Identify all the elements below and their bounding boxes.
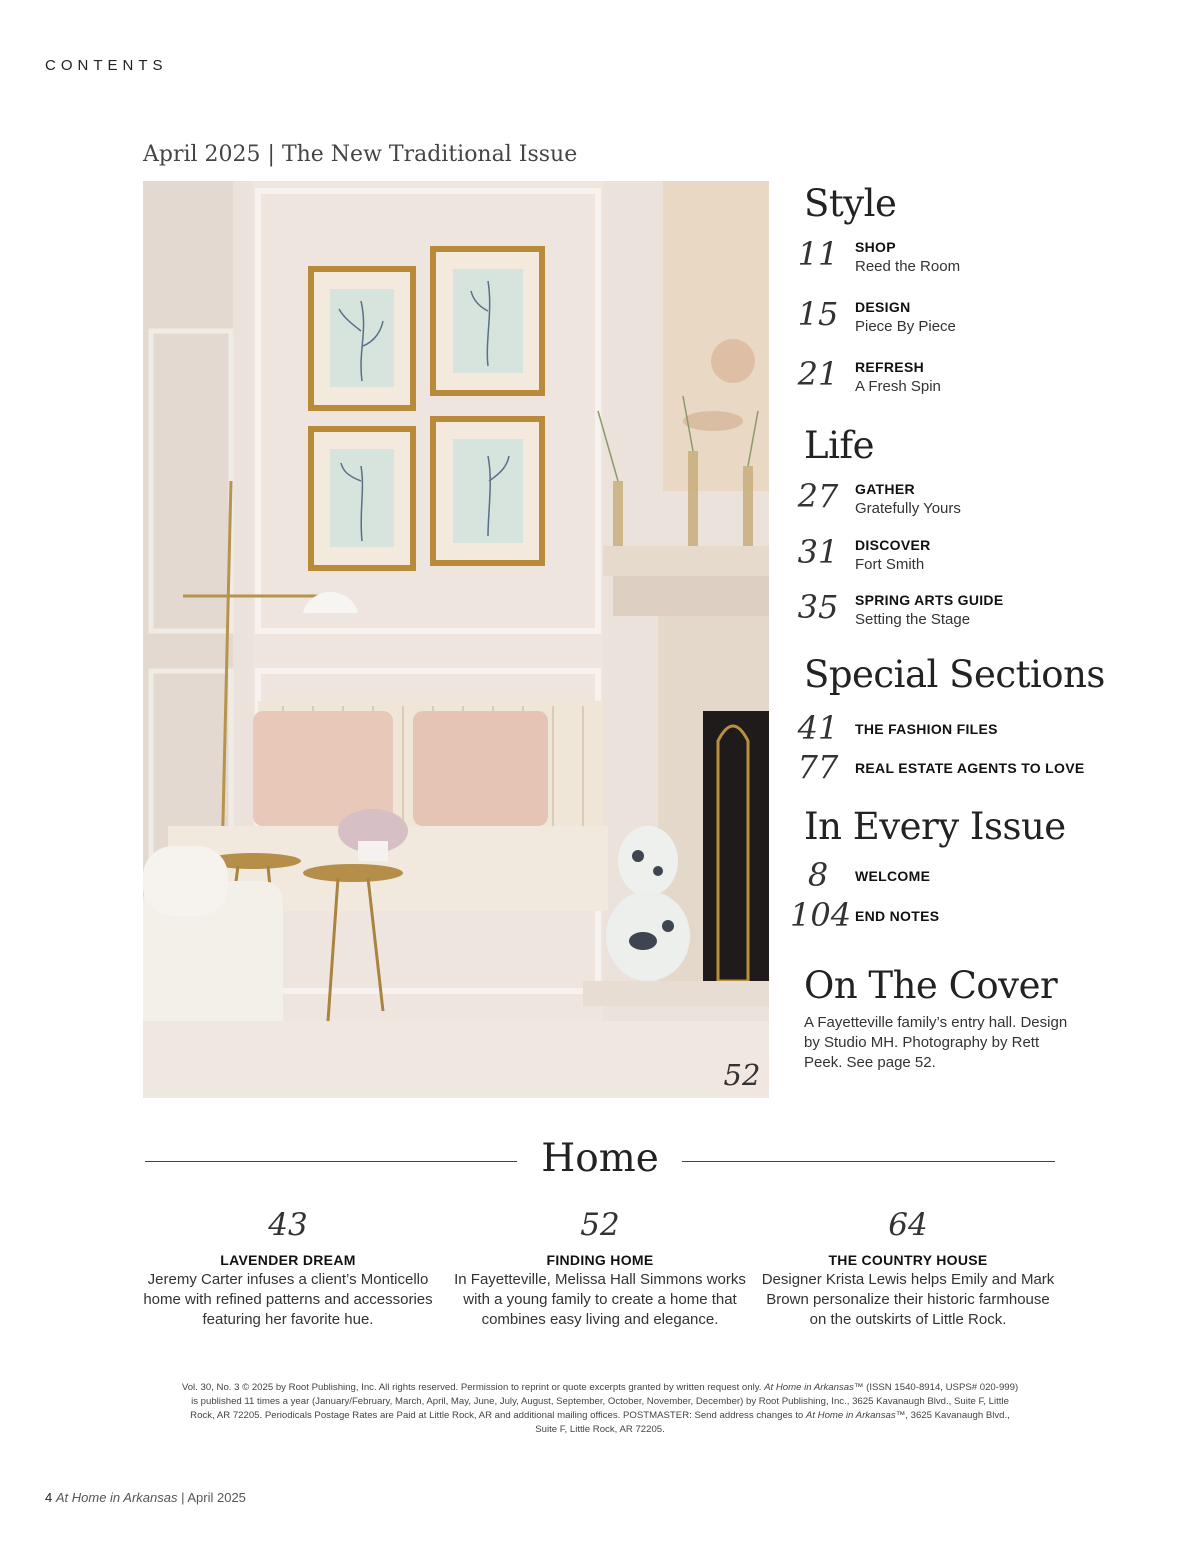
feature-page-number: 43 bbox=[268, 1207, 308, 1243]
feature-page-number: 64 bbox=[888, 1207, 928, 1243]
feature-description: Designer Krista Lewis helps Emily and Mark Brown personalize their historic farmhouse on the outskirts of Little Rock. bbox=[761, 1271, 1055, 1328]
entry-title: Gratefully Yours bbox=[855, 500, 961, 517]
entry-category: DISCOVER bbox=[855, 537, 931, 553]
entry-category: REFRESH bbox=[855, 359, 924, 375]
entry-title: Fort Smith bbox=[855, 556, 925, 573]
entry-category: REAL ESTATE AGENTS TO LOVE bbox=[855, 760, 1085, 776]
home-feature[interactable] bbox=[758, 1205, 1058, 1330]
feature-page-number: 52 bbox=[580, 1207, 620, 1243]
section-heading-special: Special Sections bbox=[804, 653, 1105, 696]
entry-category: DESIGN bbox=[855, 299, 911, 315]
section-heading-cover: On The Cover bbox=[804, 964, 1058, 1007]
divider-right bbox=[682, 1161, 1055, 1162]
footer-date: April 2025 bbox=[187, 1490, 246, 1505]
entry-page-number: 11 bbox=[797, 235, 839, 273]
page-footer bbox=[45, 1490, 246, 1505]
feature-title: LAVENDER DREAM bbox=[220, 1252, 356, 1268]
feature-title: THE COUNTRY HOUSE bbox=[828, 1252, 988, 1268]
entry-page-number: 15 bbox=[797, 295, 839, 333]
entry-page-number: 31 bbox=[797, 533, 839, 571]
cover-photo bbox=[143, 181, 769, 1098]
feature-description: In Fayetteville, Melissa Hall Simmons works with a young family to create a home that combines easy living and elegance. bbox=[454, 1271, 746, 1328]
home-feature[interactable] bbox=[138, 1205, 438, 1330]
home-feature[interactable] bbox=[450, 1205, 750, 1330]
cover-description: A Fayetteville family’s entry hall. Design by Studio MH. Photography by Rett Peek. See page 52. bbox=[804, 1014, 1068, 1071]
photo-page-badge: 52 bbox=[715, 1052, 769, 1098]
contents-label: CONTENTS bbox=[45, 57, 168, 74]
entry-title: Piece By Piece bbox=[855, 318, 956, 335]
section-heading-home: Home bbox=[541, 1136, 659, 1181]
entry-title: Setting the Stage bbox=[855, 611, 971, 628]
divider-left bbox=[145, 1161, 517, 1162]
feature-description: Jeremy Carter infuses a client’s Monticello home with refined patterns and accessories featuring her favorite hue. bbox=[143, 1271, 433, 1328]
entry-category: END NOTES bbox=[855, 908, 940, 924]
entry-page-number: 77 bbox=[797, 748, 839, 786]
feature-title: FINDING HOME bbox=[546, 1252, 654, 1268]
entry-category: WELCOME bbox=[855, 868, 931, 884]
entry-category: SHOP bbox=[855, 239, 896, 255]
entry-category: SPRING ARTS GUIDE bbox=[855, 592, 1004, 608]
footer-publication: At Home in Arkansas bbox=[55, 1490, 178, 1505]
section-heading-life: Life bbox=[804, 424, 874, 467]
entry-page-number: 21 bbox=[797, 355, 839, 393]
entry-category: THE FASHION FILES bbox=[855, 721, 998, 737]
entry-category: GATHER bbox=[855, 481, 915, 497]
issue-line: April 2025 | The New Traditional Issue bbox=[143, 142, 578, 167]
entry-page-number: 27 bbox=[797, 477, 839, 515]
legal-notice: Vol. 30, No. 3 © 2025 by Root Publishing, Inc. All rights reserved. Permission to reprint or quote excerpts granted by written request only. At Home in Arkansas™ (ISSN 1540-8914, USPS# 020-999) is published 11 times a year (January/February, March, April, May, June, July, August, September, October, November, December) by Root Publishing, Inc., 3625 Kavanaugh Blvd., Suite F, Little Rock, AR 72205. Periodicals Postage Rates are Paid at Little Rock, AR and additional mailing offices. POSTMASTER: Send address changes to At Home in Arkansas™, 3625 Kavanaugh Blvd., Suite F, Little Rock, AR 72205. bbox=[181, 1382, 1019, 1435]
entry-title: A Fresh Spin bbox=[855, 378, 941, 395]
footer-page-number: 4 bbox=[45, 1490, 53, 1505]
section-heading-style: Style bbox=[804, 182, 897, 225]
footer-separator: | bbox=[177, 1490, 188, 1505]
entry-page-number: 8 bbox=[807, 856, 829, 894]
section-heading-every-issue: In Every Issue bbox=[804, 805, 1066, 848]
entry-title: Reed the Room bbox=[855, 258, 961, 275]
entry-page-number: 104 bbox=[790, 896, 852, 934]
entry-page-number: 35 bbox=[797, 588, 839, 626]
entry-page-number: 41 bbox=[797, 709, 839, 747]
